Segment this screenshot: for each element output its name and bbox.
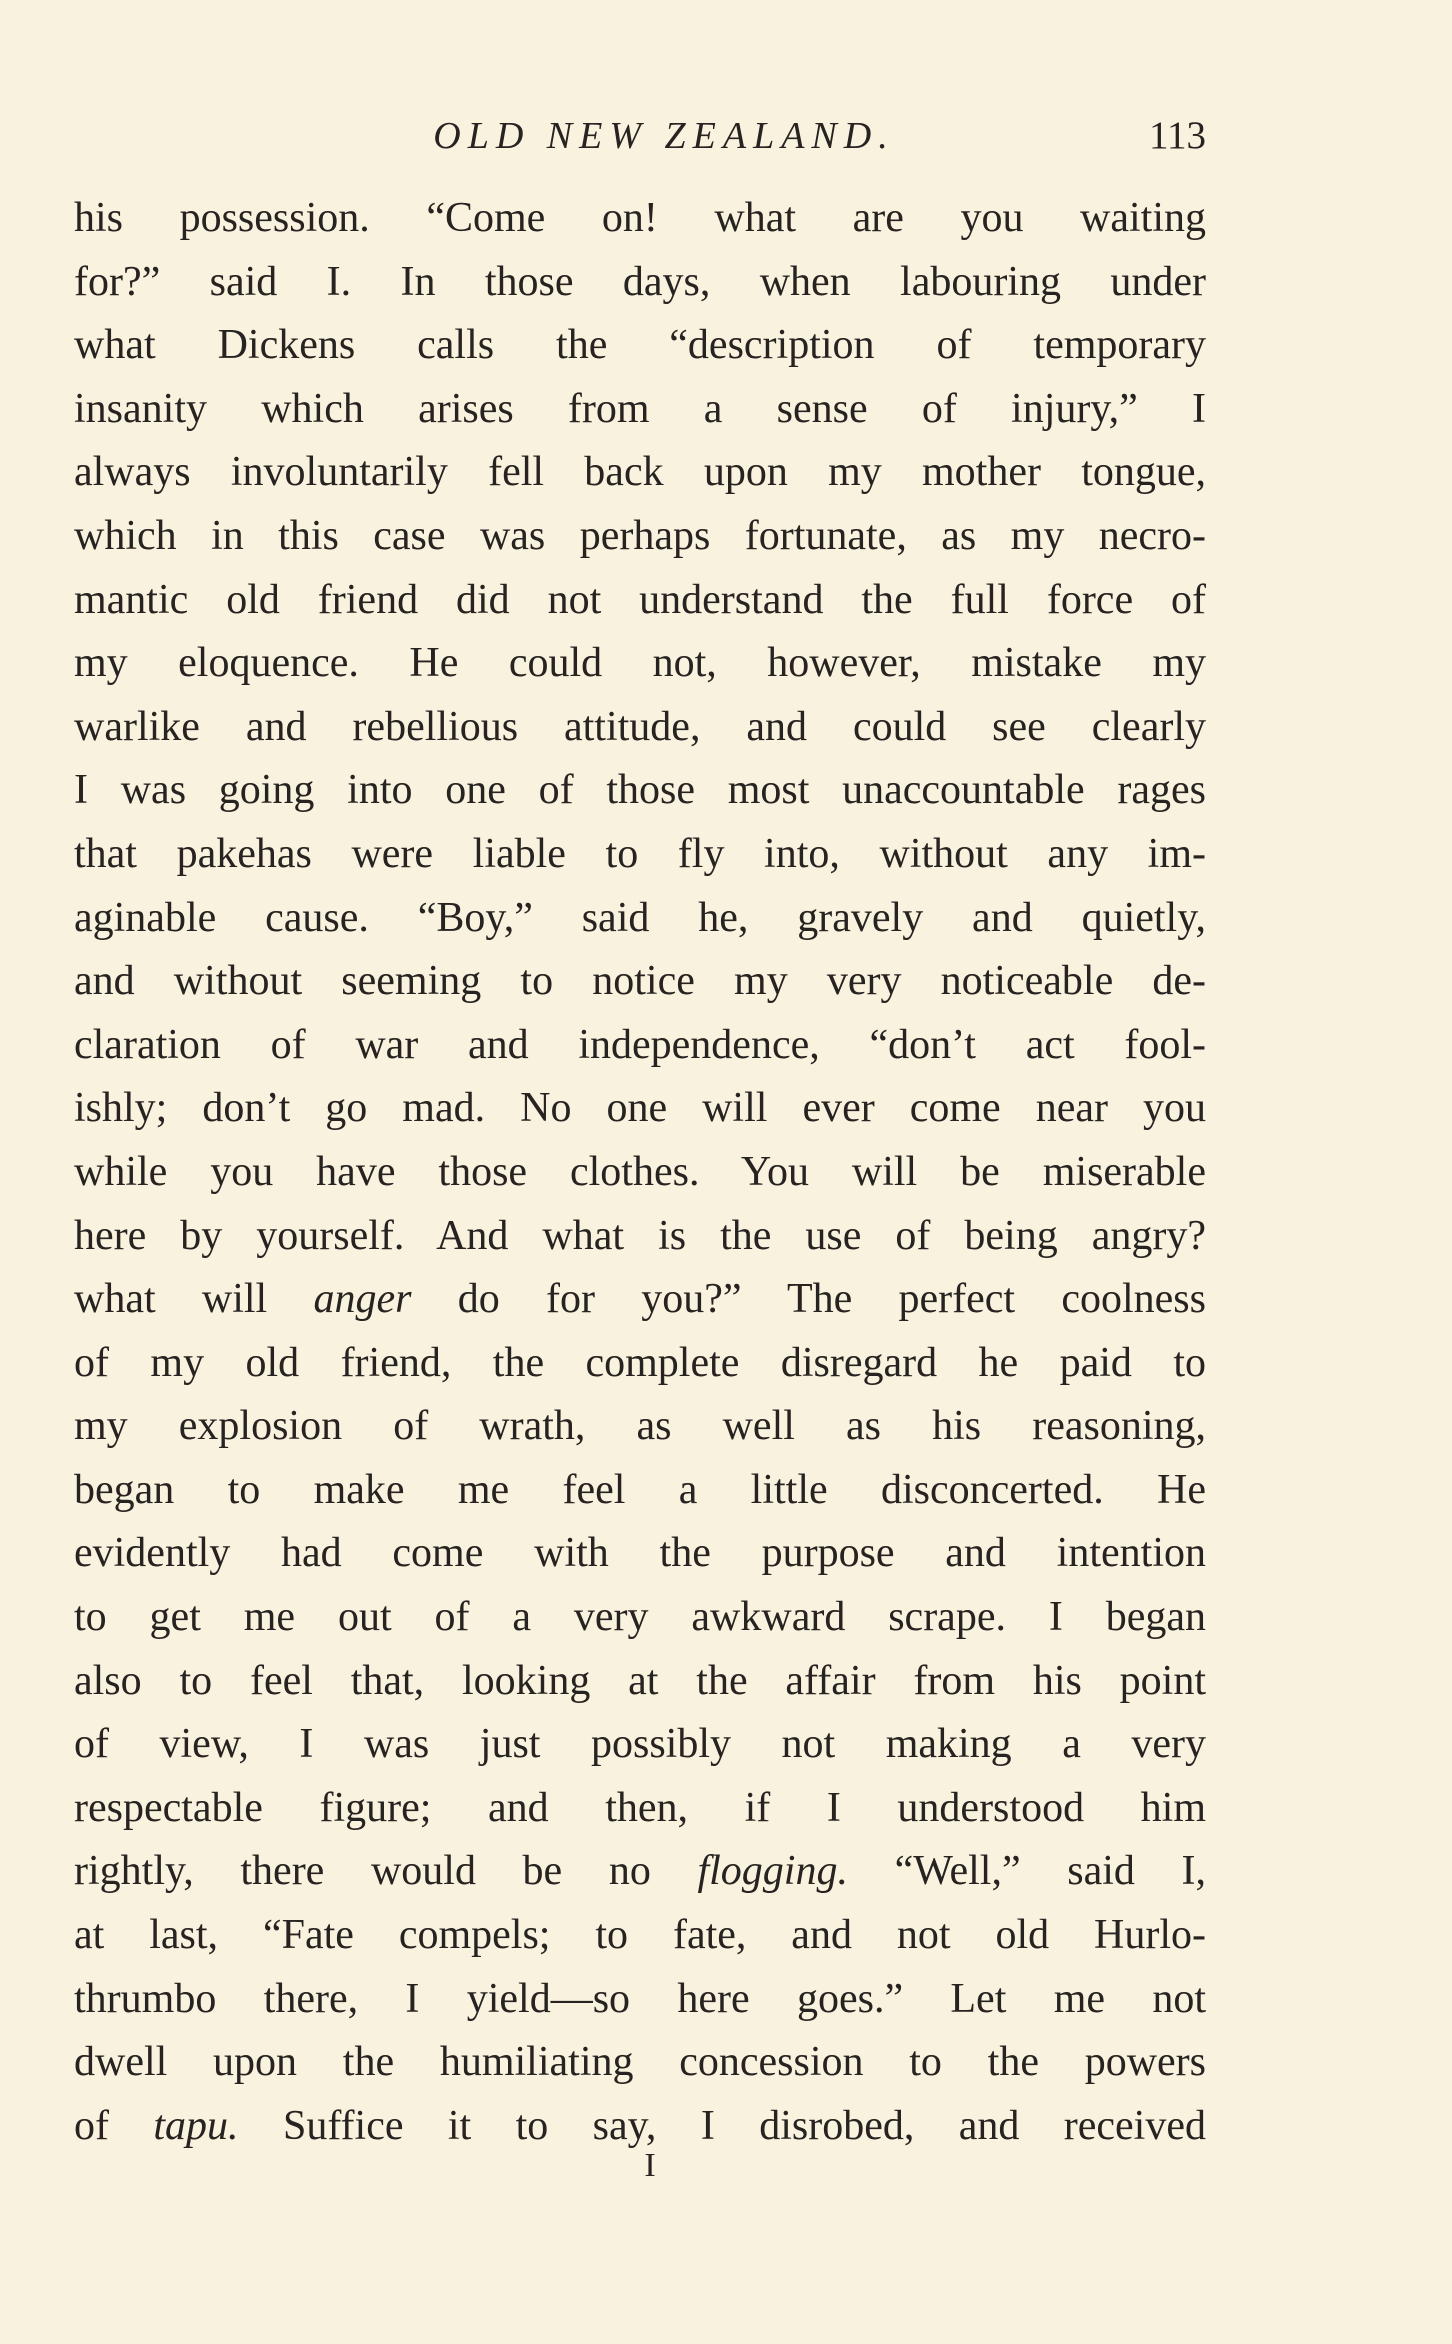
text-line: dwell upon the humiliating concession to the powers [74,2039,1206,2086]
text-line: evidently had come with the purpose and intention [74,1530,1206,1577]
text-line: which in this case was perhaps fortunate, as my necro- [74,512,1206,559]
text-line: that pakehas were liable to fly into, without any im- [74,830,1206,877]
text-line: my explosion of wrath, as well as his reasoning, [74,1403,1206,1450]
text-line: at last, “Fate compels; to fate, and not old Hurlo- [74,1912,1206,1959]
text-run: rightly, there would be no [74,1848,698,1895]
text-line: and without seeming to notice my very noticeable de- [74,958,1206,1005]
text-line: mantic old friend did not understand the full force of [74,576,1206,623]
text-line: insanity which arises from a sense of injury,” I [74,385,1206,432]
body-text [74,187,1206,2158]
page-number: 113 [1148,114,1206,157]
running-title: OLD NEW ZEALAND. [433,115,895,157]
text-run: do for you?” The perfect coolness [411,1276,1206,1323]
text-line: also to feel that, looking at the affair from his point [74,1657,1206,1704]
text-line: to get me out of a very awkward scrape. I began [74,1594,1206,1641]
text-line: thrumbo there, I yield—so here goes.” Let me not [74,1975,1206,2022]
text-line: respectable figure; and then, if I understood him [74,1784,1206,1831]
text-line: I was going into one of those most unaccountable rages [74,767,1206,814]
text-line: warlike and rebellious attitude, and could see clearly [74,703,1206,750]
italic-word: anger [313,1276,412,1323]
text-line: always involuntarily fell back upon my mother tongue, [74,449,1206,496]
text-run: what will [74,1276,314,1323]
text-line [74,1840,1206,1904]
text-line: ishly; don’t go mad. No one will ever come near you [74,1085,1206,1132]
text-line: while you have those clothes. You will be miserable [74,1148,1206,1195]
text-line [74,1268,1206,1332]
signature-mark: I [644,2147,656,2184]
text-line: my eloquence. He could not, however, mistake my [74,640,1206,687]
text-line: for?” said I. In those days, when labouring under [74,258,1206,305]
text-run: of [74,2102,154,2149]
italic-word: flogging. [697,1848,848,1895]
text-line: aginable cause. “Boy,” said he, gravely and quietly, [74,894,1206,941]
text-line: of view, I was just possibly not making a very [74,1721,1206,1768]
text-line: his possession. “Come on! what are you waiting [74,195,1206,241]
text-line: what Dickens calls the “description of temporary [74,322,1206,369]
text-run: “Well,” said I, [847,1848,1206,1895]
text-line: of my old friend, the complete disregard he paid to [74,1339,1206,1386]
italic-word: tapu. [153,2102,239,2149]
text-line: claration of war and independence, “don’t act fool- [74,1021,1206,1068]
page-header [74,108,1206,164]
text-line: began to make me feel a little disconcerted. He [74,1466,1206,1513]
text-run: Suffice it to say, I disrobed, and received [238,2102,1206,2149]
text-line: here by yourself. And what is the use of being angry? [74,1212,1206,1259]
